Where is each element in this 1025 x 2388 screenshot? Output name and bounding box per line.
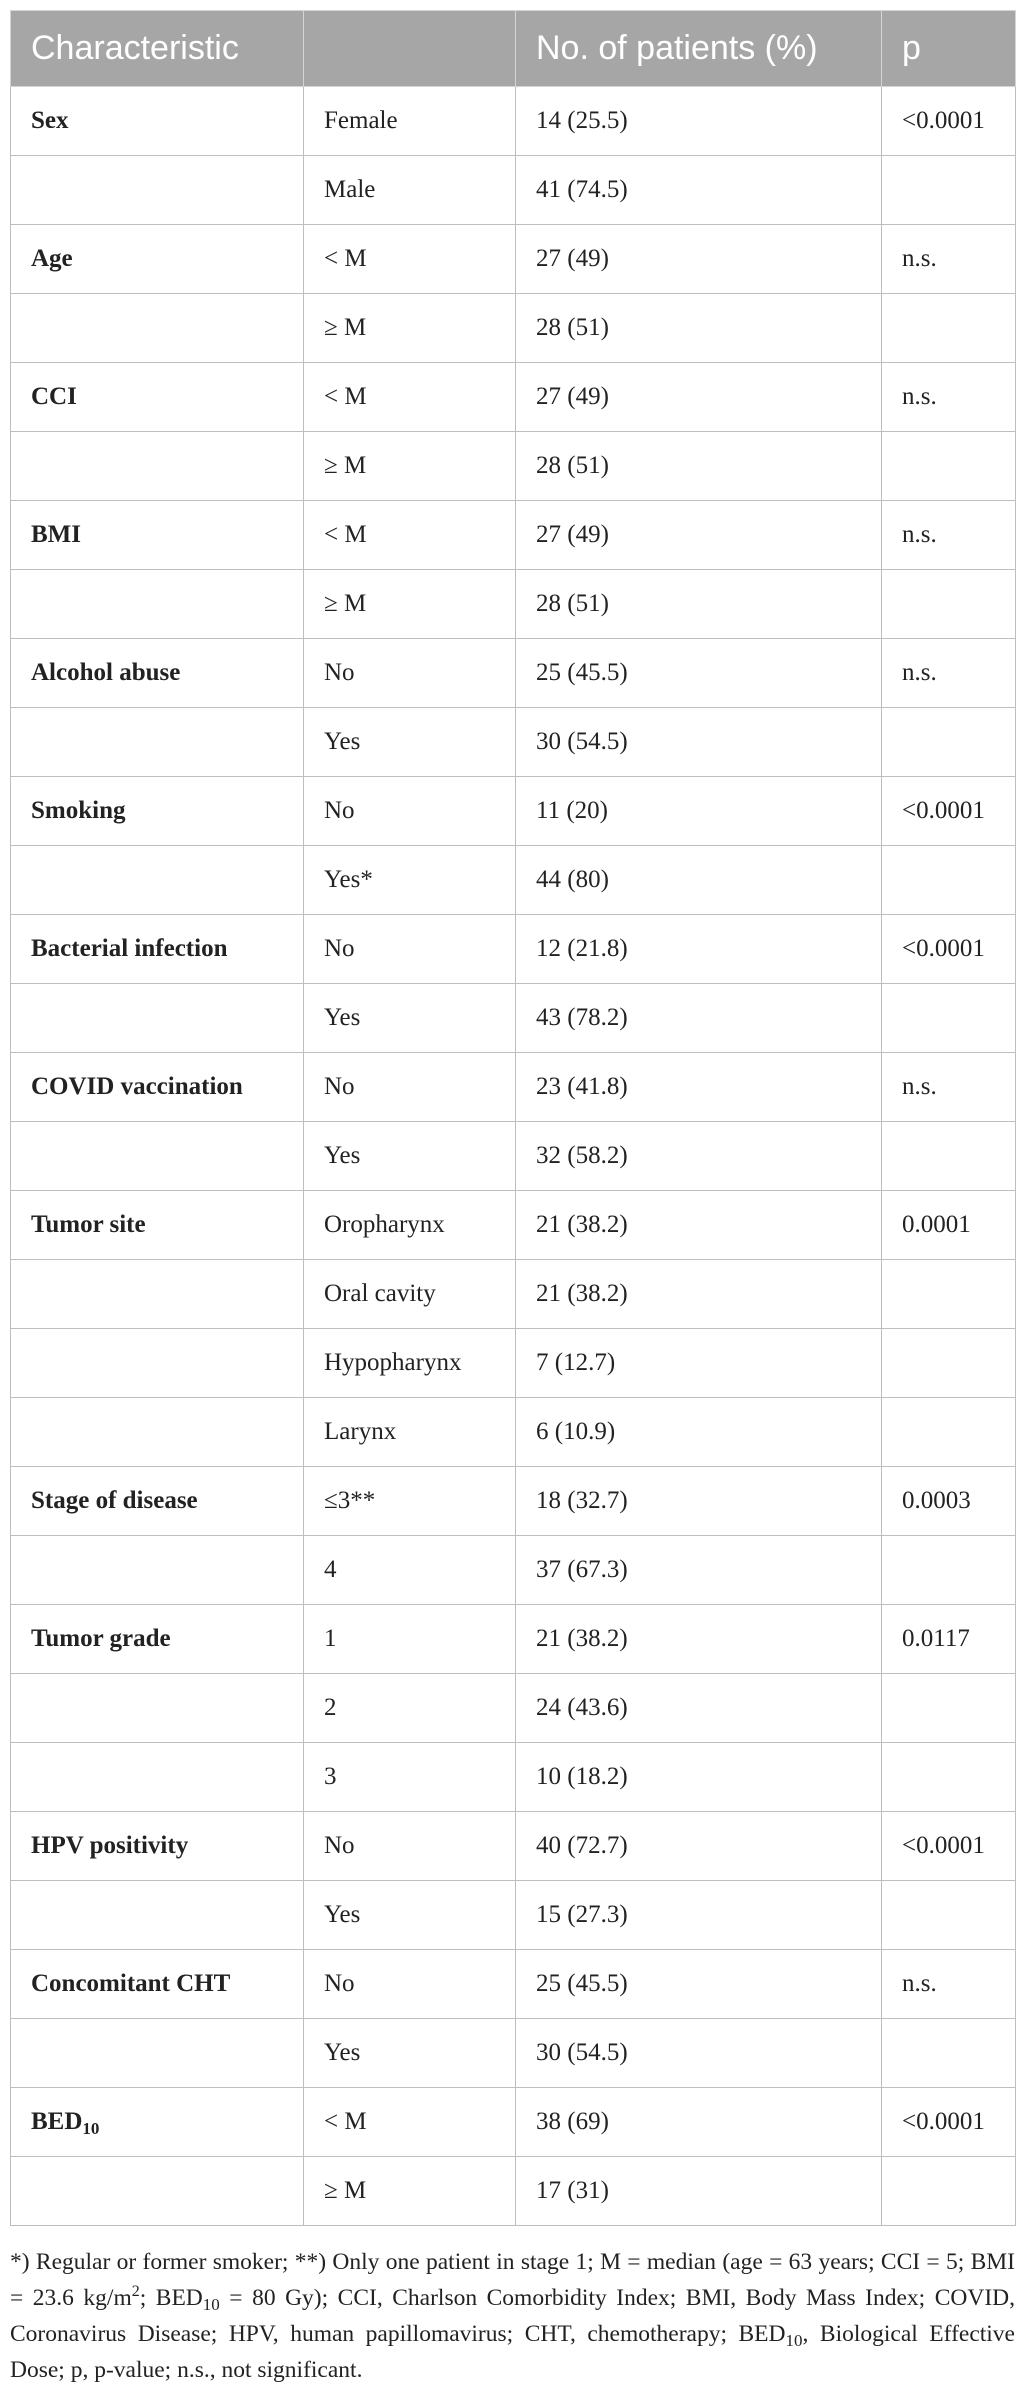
table-row (11, 1605, 1016, 1674)
patient-count-cell-text: 44 (80) (536, 866, 609, 893)
footnote-subscript: 10 (785, 2331, 803, 2350)
characteristic-cell (11, 1122, 304, 1191)
p-value-cell-text: <0.0001 (902, 2108, 985, 2135)
characteristic-cell-text: Sex (31, 107, 69, 134)
p-value-cell (882, 1881, 1016, 1950)
value-cell-text: Yes (324, 1901, 361, 1928)
characteristic-cell-text: Stage of disease (31, 1487, 198, 1514)
characteristic-cell (11, 432, 304, 501)
p-value-cell (882, 1812, 1016, 1881)
p-value-cell (882, 708, 1016, 777)
p-value-cell (882, 2019, 1016, 2088)
patient-count-cell (516, 432, 882, 501)
p-value-cell-text: n.s. (902, 383, 937, 410)
value-cell-text: < M (324, 383, 367, 410)
value-cell-text: ≥ M (324, 590, 367, 617)
characteristic-cell (11, 1950, 304, 2019)
patient-count-cell (516, 915, 882, 984)
value-cell-text: < M (324, 521, 367, 548)
footnote-subscript: 10 (202, 2295, 220, 2314)
characteristic-cell-text: BMI (31, 521, 81, 548)
header-characteristic: Characteristic (11, 11, 304, 87)
value-cell (304, 1122, 516, 1191)
patient-count-cell-text: 32 (58.2) (536, 1142, 628, 1169)
patient-count-cell-text: 28 (51) (536, 452, 609, 479)
patient-count-cell-text: 21 (38.2) (536, 1211, 628, 1238)
patient-count-cell-text: 30 (54.5) (536, 2039, 628, 2066)
value-cell-text: Yes (324, 1142, 361, 1169)
table-row (11, 1536, 1016, 1605)
table-row (11, 1467, 1016, 1536)
value-cell (304, 1329, 516, 1398)
patient-count-cell-text: 23 (41.8) (536, 1073, 628, 1100)
p-value-cell (882, 1467, 1016, 1536)
table-row (11, 570, 1016, 639)
patient-count-cell-text: 28 (51) (536, 590, 609, 617)
characteristic-cell (11, 1329, 304, 1398)
value-cell (304, 2157, 516, 2226)
value-cell (304, 363, 516, 432)
value-cell-text: 1 (324, 1625, 337, 1652)
patient-count-cell (516, 363, 882, 432)
characteristic-cell (11, 87, 304, 156)
p-value-cell (882, 2157, 1016, 2226)
value-cell (304, 708, 516, 777)
header-patients: No. of patients (%) (516, 11, 882, 87)
patient-count-cell-text: 18 (32.7) (536, 1487, 628, 1514)
footnote-text-2: ; BED (139, 2285, 203, 2311)
value-cell (304, 984, 516, 1053)
table-row (11, 87, 1016, 156)
patient-count-cell (516, 1881, 882, 1950)
table-body (11, 87, 1016, 2226)
value-cell (304, 846, 516, 915)
value-cell-text: No (324, 1073, 355, 1100)
p-value-cell-text: n.s. (902, 245, 937, 272)
p-value-cell (882, 984, 1016, 1053)
value-cell-text: No (324, 935, 355, 962)
p-value-cell-text: n.s. (902, 1073, 937, 1100)
patient-count-cell-text: 40 (72.7) (536, 1832, 628, 1859)
p-value-cell (882, 156, 1016, 225)
p-value-cell-text: n.s. (902, 1970, 937, 1997)
table-row (11, 708, 1016, 777)
value-cell-text: Yes (324, 2039, 361, 2066)
characteristic-cell-text: Smoking (31, 797, 126, 824)
table-row (11, 363, 1016, 432)
value-cell-text: Oropharynx (324, 1211, 445, 1238)
table-row (11, 1053, 1016, 1122)
characteristic-cell (11, 156, 304, 225)
table-row (11, 156, 1016, 225)
patient-count-cell-text: 38 (69) (536, 2108, 609, 2135)
value-cell-text: 4 (324, 1556, 337, 1583)
p-value-cell-text: 0.0003 (902, 1487, 971, 1514)
value-cell-text: No (324, 1832, 355, 1859)
patient-count-cell (516, 1605, 882, 1674)
characteristic-cell-text: BED (31, 2108, 83, 2135)
table-footnote (10, 2244, 1015, 2388)
p-value-cell-text: <0.0001 (902, 1832, 985, 1859)
p-value-cell (882, 2088, 1016, 2157)
patient-count-cell (516, 501, 882, 570)
value-cell-text: Hypopharynx (324, 1349, 462, 1376)
value-cell-text: Oral cavity (324, 1280, 436, 1307)
patient-count-cell-text: 30 (54.5) (536, 728, 628, 755)
p-value-cell (882, 1743, 1016, 1812)
value-cell-text: Male (324, 176, 376, 203)
patient-count-cell (516, 1260, 882, 1329)
patient-count-cell-text: 12 (21.8) (536, 935, 628, 962)
p-value-cell-text: <0.0001 (902, 797, 985, 824)
p-value-cell (882, 1674, 1016, 1743)
table-row (11, 1329, 1016, 1398)
value-cell (304, 1260, 516, 1329)
patient-count-cell (516, 156, 882, 225)
table-row (11, 1122, 1016, 1191)
characteristic-cell (11, 294, 304, 363)
value-cell (304, 1812, 516, 1881)
p-value-cell (882, 639, 1016, 708)
characteristic-cell (11, 2157, 304, 2226)
table-row (11, 1674, 1016, 1743)
table-row (11, 777, 1016, 846)
value-cell (304, 1674, 516, 1743)
footnote-text-1: *) Regular or former smoker; **) Only one patient in stage 1; M = median (age = 63 years; CCI = 5; BMI = 23.6 kg/m (10, 2249, 1015, 2311)
table-row (11, 1950, 1016, 2019)
patient-count-cell-text: 6 (10.9) (536, 1418, 616, 1445)
characteristic-cell (11, 363, 304, 432)
value-cell (304, 1398, 516, 1467)
table-row (11, 1812, 1016, 1881)
patient-count-cell (516, 294, 882, 363)
value-cell (304, 1191, 516, 1260)
patient-count-cell-text: 28 (51) (536, 314, 609, 341)
p-value-cell (882, 501, 1016, 570)
characteristic-cell-text: CCI (31, 383, 77, 410)
table-row (11, 915, 1016, 984)
value-cell (304, 87, 516, 156)
patient-count-cell-text: 11 (20) (536, 797, 608, 824)
patient-count-cell-text: 41 (74.5) (536, 176, 628, 203)
p-value-cell (882, 1122, 1016, 1191)
p-value-cell (882, 846, 1016, 915)
value-cell-text: Female (324, 107, 398, 134)
patient-count-cell (516, 846, 882, 915)
patient-count-cell-text: 24 (43.6) (536, 1694, 628, 1721)
value-cell (304, 1053, 516, 1122)
characteristic-cell (11, 846, 304, 915)
patient-count-cell-text: 14 (25.5) (536, 107, 628, 134)
characteristic-cell-text: Concomitant CHT (31, 1970, 231, 1997)
patient-count-cell-text: 27 (49) (536, 521, 609, 548)
characteristic-cell (11, 708, 304, 777)
patient-count-cell-text: 25 (45.5) (536, 1970, 628, 1997)
p-value-cell (882, 570, 1016, 639)
patient-count-cell (516, 1674, 882, 1743)
value-cell-text: ≥ M (324, 2177, 367, 2204)
value-cell-text: < M (324, 2108, 367, 2135)
value-cell-text: 3 (324, 1763, 337, 1790)
p-value-cell (882, 1536, 1016, 1605)
p-value-cell (882, 225, 1016, 294)
value-cell-text: ≤3** (324, 1487, 376, 1514)
table-row (11, 1743, 1016, 1812)
table-header-row (11, 11, 1016, 87)
table-row (11, 1881, 1016, 1950)
value-cell (304, 1743, 516, 1812)
table-row (11, 501, 1016, 570)
patient-count-cell (516, 1536, 882, 1605)
value-cell (304, 1950, 516, 2019)
characteristic-cell (11, 2019, 304, 2088)
value-cell-text: Yes (324, 728, 361, 755)
value-cell-text: Yes* (324, 866, 373, 893)
p-value-cell (882, 432, 1016, 501)
value-cell-text: 2 (324, 1694, 337, 1721)
patient-count-cell-text: 43 (78.2) (536, 1004, 628, 1031)
characteristic-cell-text: COVID vaccination (31, 1073, 243, 1100)
characteristic-cell (11, 1398, 304, 1467)
table-row (11, 1260, 1016, 1329)
patient-characteristics-table-container (10, 10, 1015, 2388)
patient-count-cell (516, 2157, 882, 2226)
table-row (11, 639, 1016, 708)
footnote-superscript: 2 (131, 2283, 140, 2300)
patient-count-cell-text: 7 (12.7) (536, 1349, 616, 1376)
p-value-cell (882, 294, 1016, 363)
characteristic-cell (11, 1536, 304, 1605)
p-value-cell-text: 0.0117 (902, 1625, 970, 1652)
p-value-cell-text: 0.0001 (902, 1211, 971, 1238)
value-cell (304, 2088, 516, 2157)
value-cell (304, 294, 516, 363)
value-cell (304, 570, 516, 639)
characteristic-cell (11, 1674, 304, 1743)
value-cell-text: No (324, 797, 355, 824)
value-cell (304, 777, 516, 846)
patient-count-cell-text: 21 (38.2) (536, 1625, 628, 1652)
characteristic-cell (11, 1053, 304, 1122)
patient-count-cell (516, 708, 882, 777)
patient-count-cell (516, 1743, 882, 1812)
patient-count-cell (516, 639, 882, 708)
value-cell-text: < M (324, 245, 367, 272)
table-row (11, 846, 1016, 915)
value-cell (304, 1536, 516, 1605)
characteristic-cell-text: Tumor site (31, 1211, 146, 1238)
value-cell (304, 432, 516, 501)
characteristic-cell-text: Tumor grade (31, 1625, 171, 1652)
characteristic-cell (11, 777, 304, 846)
footnote-text-3: = 80 Gy); CCI, Charlson Comorbidity Index; BMI, Body Mass Index; COVID, Coronavirus Disease; HPV, human papillomavirus; CHT, chemotherapy; BED (10, 2285, 1015, 2347)
characteristic-cell (11, 1605, 304, 1674)
patient-count-cell-text: 10 (18.2) (536, 1763, 628, 1790)
p-value-cell (882, 1398, 1016, 1467)
characteristic-cell (11, 225, 304, 294)
patient-count-cell (516, 1467, 882, 1536)
characteristic-cell (11, 1881, 304, 1950)
characteristic-cell (11, 1812, 304, 1881)
value-cell (304, 501, 516, 570)
patient-count-cell (516, 87, 882, 156)
value-cell (304, 915, 516, 984)
value-cell (304, 225, 516, 294)
patient-count-cell-text: 27 (49) (536, 245, 609, 272)
patient-count-cell-text: 15 (27.3) (536, 1901, 628, 1928)
patient-count-cell (516, 225, 882, 294)
p-value-cell (882, 1053, 1016, 1122)
p-value-cell-text: n.s. (902, 659, 937, 686)
value-cell (304, 1605, 516, 1674)
patient-count-cell (516, 570, 882, 639)
patient-count-cell-text: 27 (49) (536, 383, 609, 410)
patient-count-cell (516, 777, 882, 846)
p-value-cell-text: n.s. (902, 521, 937, 548)
patient-count-cell-text: 37 (67.3) (536, 1556, 628, 1583)
value-cell-text: Yes (324, 1004, 361, 1031)
characteristic-cell-text: HPV positivity (31, 1832, 189, 1859)
p-value-cell (882, 915, 1016, 984)
value-cell-text: No (324, 1970, 355, 1997)
table-row (11, 2019, 1016, 2088)
value-cell-text: Larynx (324, 1418, 397, 1445)
patient-count-cell (516, 2019, 882, 2088)
patient-count-cell (516, 1122, 882, 1191)
patient-count-cell (516, 1398, 882, 1467)
p-value-cell (882, 363, 1016, 432)
characteristic-cell (11, 1743, 304, 1812)
table-row (11, 1191, 1016, 1260)
table-row (11, 2157, 1016, 2226)
p-value-cell (882, 1191, 1016, 1260)
characteristic-cell (11, 984, 304, 1053)
characteristic-cell-text: Bacterial infection (31, 935, 228, 962)
p-value-cell (882, 1605, 1016, 1674)
patient-count-cell (516, 1053, 882, 1122)
table-row (11, 1398, 1016, 1467)
value-cell (304, 1881, 516, 1950)
value-cell (304, 2019, 516, 2088)
patient-count-cell (516, 984, 882, 1053)
value-cell (304, 156, 516, 225)
characteristic-cell (11, 639, 304, 708)
patient-count-cell-text: 25 (45.5) (536, 659, 628, 686)
patient-count-cell (516, 1191, 882, 1260)
characteristic-cell-text: Alcohol abuse (31, 659, 181, 686)
characteristic-cell-text: Age (31, 245, 73, 272)
patient-count-cell (516, 1812, 882, 1881)
table-row (11, 294, 1016, 363)
value-cell (304, 639, 516, 708)
value-cell-text: ≥ M (324, 314, 367, 341)
p-value-cell (882, 1950, 1016, 2019)
p-value-cell (882, 87, 1016, 156)
table-row (11, 225, 1016, 294)
footnote-text-4: , Biological Effective Dose; p, p-value; n.s., not significant. (10, 2321, 1015, 2383)
patient-characteristics-table (10, 10, 1016, 2226)
patient-count-cell (516, 1950, 882, 2019)
characteristic-cell (11, 1467, 304, 1536)
characteristic-cell (11, 1260, 304, 1329)
characteristic-cell (11, 501, 304, 570)
value-cell-text: No (324, 659, 355, 686)
characteristic-cell (11, 1191, 304, 1260)
patient-count-cell-text: 21 (38.2) (536, 1280, 628, 1307)
value-cell (304, 1467, 516, 1536)
patient-count-cell (516, 2088, 882, 2157)
header-value (304, 11, 516, 87)
table-row (11, 432, 1016, 501)
p-value-cell (882, 1329, 1016, 1398)
patient-count-cell (516, 1329, 882, 1398)
table-row (11, 2088, 1016, 2157)
table-row (11, 984, 1016, 1053)
p-value-cell-text: <0.0001 (902, 935, 985, 962)
p-value-cell (882, 1260, 1016, 1329)
p-value-cell-text: <0.0001 (902, 107, 985, 134)
p-value-cell (882, 777, 1016, 846)
characteristic-cell (11, 915, 304, 984)
value-cell-text: ≥ M (324, 452, 367, 479)
characteristic-cell (11, 570, 304, 639)
header-p-value: p (882, 11, 1016, 87)
characteristic-cell (11, 2088, 304, 2157)
patient-count-cell-text: 17 (31) (536, 2177, 609, 2204)
characteristic-subscript: 10 (82, 2119, 100, 2138)
